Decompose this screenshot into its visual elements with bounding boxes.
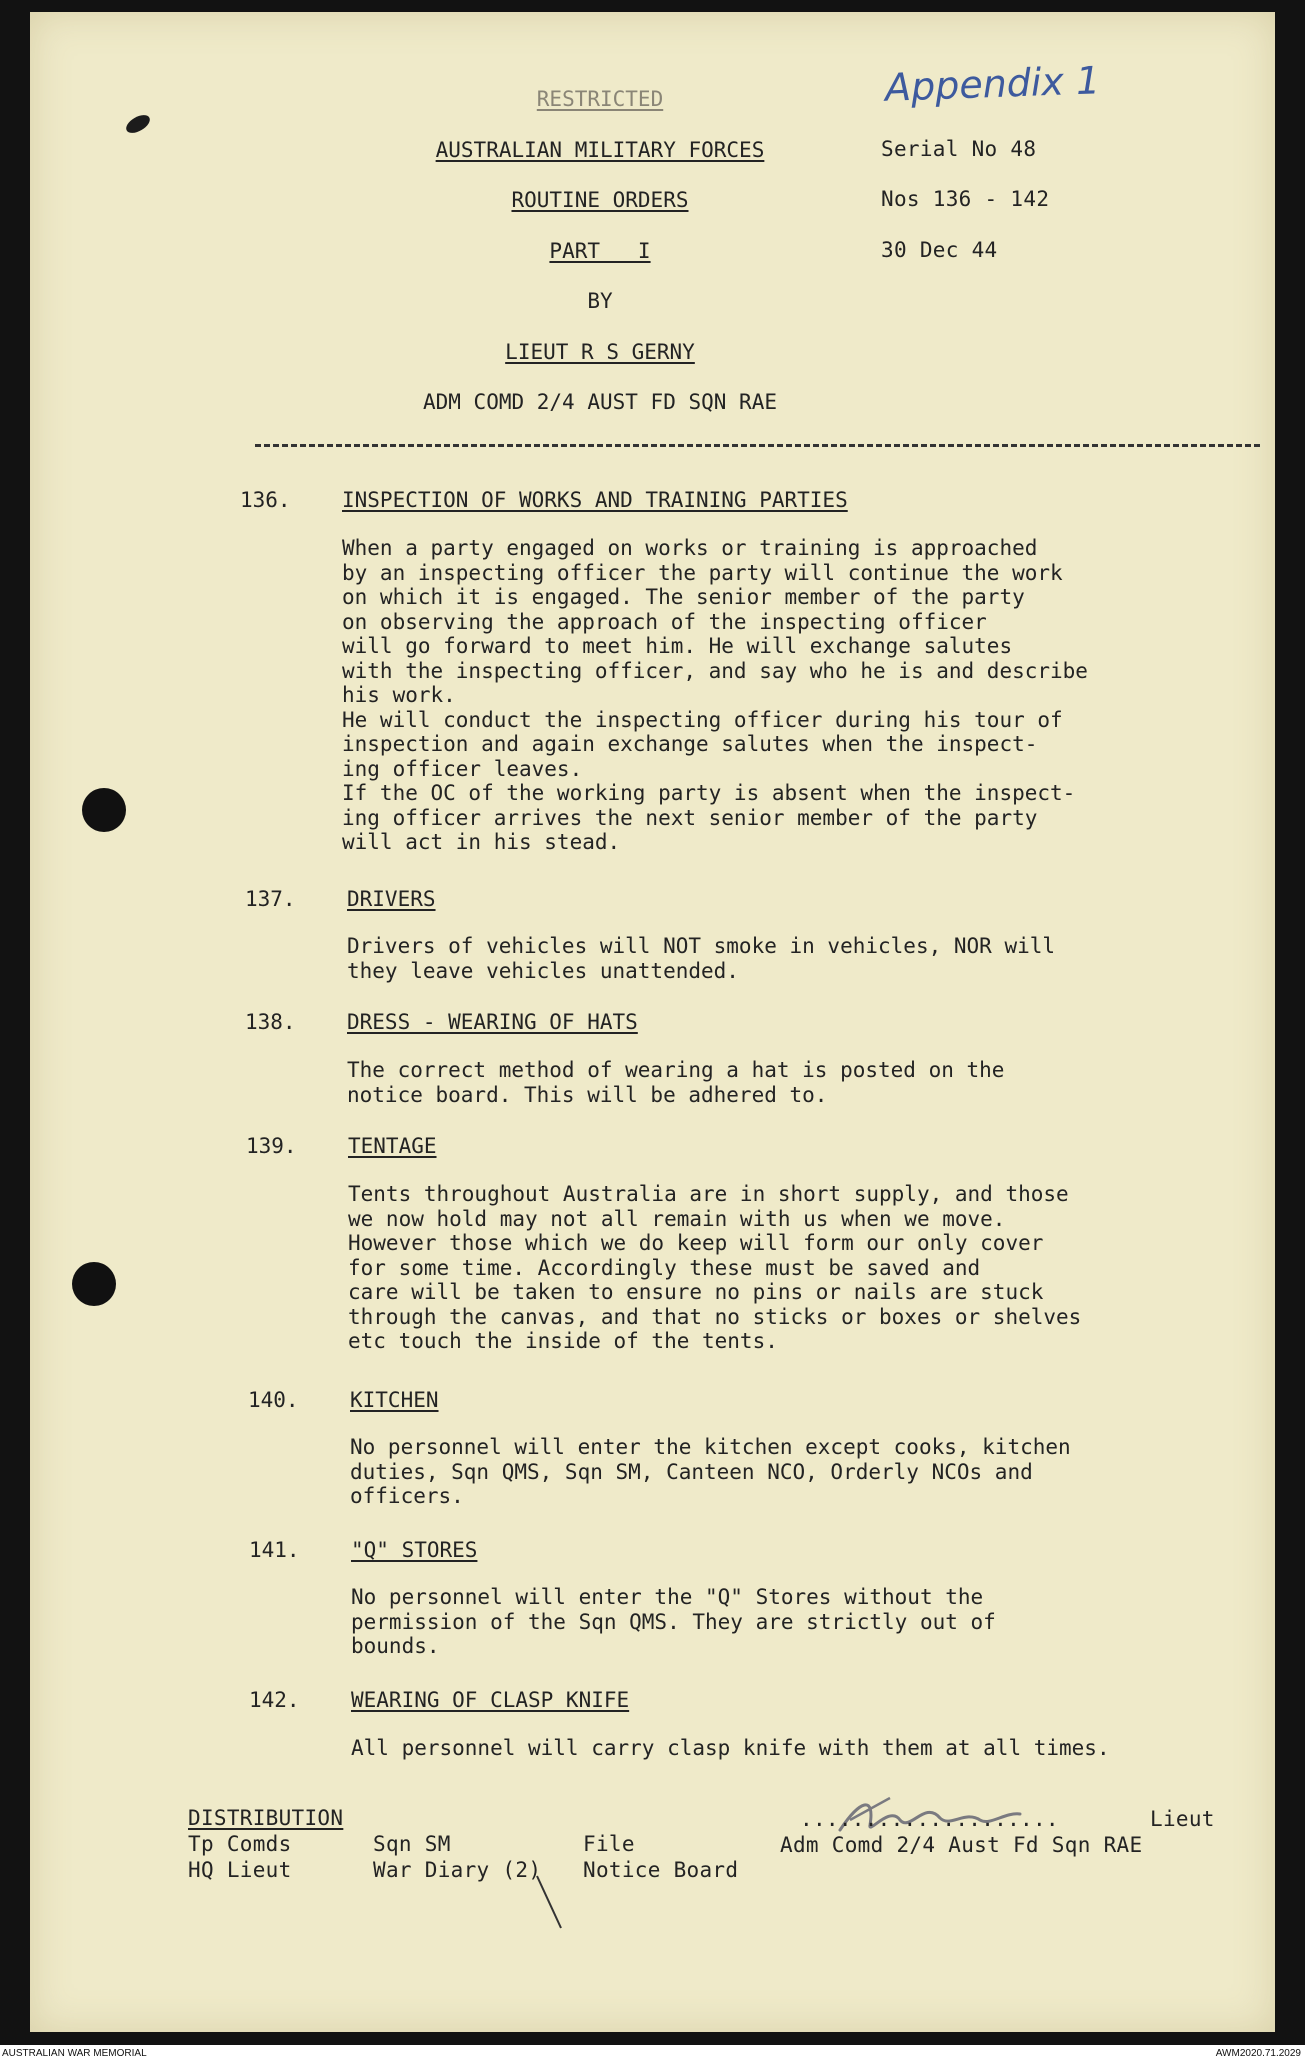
pen-tick-mark <box>535 1872 565 1932</box>
archive-name: AUSTRALIAN WAR MEMORIAL <box>2 2048 147 2059</box>
archive-reference: AWM2020.71.2029 <box>1215 2048 1301 2059</box>
order-heading: "Q" STORES <box>351 1538 478 1562</box>
signature-line: .................... <box>800 1807 1059 1831</box>
document-part: PART I <box>549 239 651 263</box>
classification-stamp: RESTRICTED <box>536 87 664 111</box>
order-date: 30 Dec 44 <box>881 238 998 262</box>
order-heading: DRIVERS <box>347 887 436 911</box>
signature-appointment: Adm Comd 2/4 Aust Fd Sqn RAE <box>780 1833 1143 1857</box>
document-title: ROUTINE ORDERS <box>511 188 689 212</box>
order-text: When a party engaged on works or training is approached by an inspecting officer the party will continue the work on which it is engaged. The senior member of the party on observing the approach of the inspecting officer will go forward to meet him. He will exchange salutes with the inspecting officer, and say who he is and describe his work. He will conduct the inspecting officer during his tour of inspection and again exchange salutes when the inspect- ing officer leaves. If the OC of the working party is absent when the inspect- ing officer arrives the next senior member of the party will act in his stead. <box>342 536 1088 854</box>
order-numbers: Nos 136 - 142 <box>881 187 1050 211</box>
officer-name: LIEUT R S GERNY <box>505 340 695 364</box>
order-number: 137. <box>245 887 296 911</box>
document-page <box>30 12 1275 2032</box>
unit-name: ADM COMD 2/4 AUST FD SQN RAE <box>422 390 777 414</box>
signature-rank: Lieut <box>1150 1807 1215 1831</box>
serial-number: Serial No 48 <box>881 137 1037 161</box>
punch-hole-bottom <box>72 1262 116 1306</box>
by-line: BY <box>587 289 613 313</box>
distribution-entry: HQ Lieut <box>188 1858 292 1882</box>
distribution-label: DISTRIBUTION <box>188 1806 344 1830</box>
distribution-entry: File <box>583 1832 635 1856</box>
distribution-entry: War Diary (2) <box>373 1858 542 1882</box>
ink-blot <box>123 111 153 136</box>
order-number: 140. <box>248 1388 299 1412</box>
distribution-entry: Notice Board <box>583 1858 739 1882</box>
order-number: 136. <box>240 488 291 512</box>
order-text: No personnel will enter the kitchen except cooks, kitchen duties, Sqn QMS, Sqn SM, Canteen NCO, Orderly NCOs and officers. <box>350 1435 1071 1508</box>
order-heading: INSPECTION OF WORKS AND TRAINING PARTIES <box>342 488 848 512</box>
distribution-entry: Tp Comds <box>188 1832 292 1856</box>
order-number: 139. <box>246 1134 297 1158</box>
order-heading: KITCHEN <box>350 1388 439 1412</box>
archive-footer <box>0 2048 1305 2061</box>
order-text: No personnel will enter the "Q" Stores without the permission of the Sqn QMS. They are strictly out of bounds. <box>351 1585 996 1658</box>
handwritten-annotation: Appendix 1 <box>884 58 1101 110</box>
order-text: All personnel will carry clasp knife with them at all times. <box>351 1736 1110 1760</box>
order-heading: TENTAGE <box>348 1134 437 1158</box>
order-text: Drivers of vehicles will NOT smoke in vehicles, NOR will they leave vehicles unattended. <box>347 934 1056 983</box>
order-number: 138. <box>245 1010 296 1034</box>
order-text: The correct method of wearing a hat is posted on the notice board. This will be adhered to. <box>347 1058 1005 1107</box>
order-text: Tents throughout Australia are in short supply, and those we now hold may not all remain with us when we move. However those which we do keep will form our only cover for some time. Accordingly these must be saved and care will be taken to ensure no pins or nails are stuck through the canvas, and that no sticks or boxes or shelves etc touch the inside of the tents. <box>348 1182 1082 1353</box>
order-number: 141. <box>249 1538 300 1562</box>
org-title: AUSTRALIAN MILITARY FORCES <box>435 138 765 162</box>
header-divider <box>255 444 1260 447</box>
order-number: 142. <box>249 1688 300 1712</box>
distribution-entry: Sqn SM <box>373 1832 451 1856</box>
order-heading: DRESS - WEARING OF HATS <box>347 1010 638 1034</box>
punch-hole-top <box>82 788 126 832</box>
order-heading: WEARING OF CLASP KNIFE <box>351 1688 630 1712</box>
